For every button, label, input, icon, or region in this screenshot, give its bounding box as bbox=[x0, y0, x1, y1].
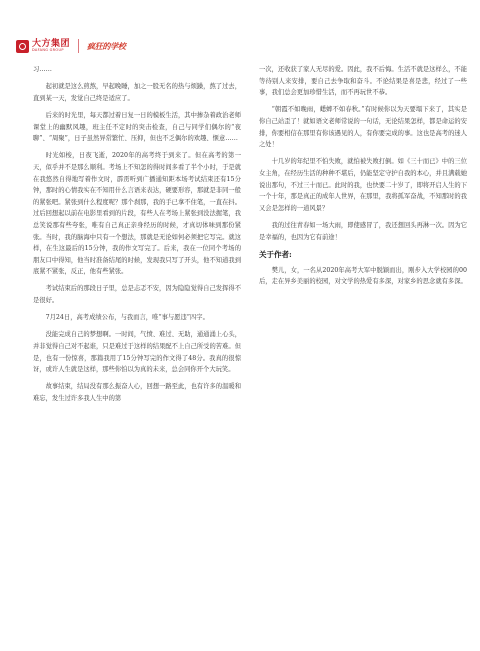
about-author-title: 关于作者: bbox=[259, 250, 292, 260]
paragraph: 习…… bbox=[33, 66, 52, 73]
dafang-logo-cn: 大方集团 bbox=[32, 38, 71, 49]
paragraph: “朝霞不如晚雨，蟋蟀不如春秋。”有时候你以为天要塌下来了，其实是你自己站歪了！就如语文老师常说的一句话，无论结果怎样，都是命运的安排，你要相信在那里有你该遇见的人，有你要完成的事。这也是高考的迷人之处！ bbox=[259, 106, 467, 149]
left-column bbox=[33, 64, 241, 410]
paragraph: 没能完成自己的梦想啊。一时间，气愤、难过、无助，通通涌上心头，并非觉得自己对不起谁，只是难过于这样的结果配不上自己所受的苦难。但是，也有一份惊喜，那篇我用了15分钟写完的作文得了48分。我真的很惊讶，或许人生就是这样，那些你怕以为真的未来，总会同你开个大玩笑。 bbox=[33, 331, 241, 374]
logo-divider bbox=[78, 39, 79, 53]
paragraph: 故事结束，结局没有那么振奋人心，回想一路至此，也有许多的温暖和难忘，发生过许多我人生中的第 bbox=[33, 383, 241, 402]
dafang-logo-icon bbox=[16, 40, 29, 53]
page-header bbox=[16, 35, 216, 57]
paragraph: 时光如梭，日夜飞逝，2020年的高考终于到来了。但在高考的第一天，似乎并不是那么顺利。考场上不知怎的得时间多看了半个小时，于是就在我悠然自得地写着作文时，霹雳听到广播通知距本场考试结束还有15分钟，那时的心情我实在不知用什么言语来表达，硬要形容，那就是非同一般的紧张吧。紧张到什么程度呢？那个刹那，我的手已拿不住笔，一直在抖。过后回想起以前在电影里看到的片段，有些人在考场上紧张到没法握笔，我总笑说那有些夸张，唯有自己真正亲身经历的时候，才真切体味到那份紧张。当时，我的脑海中只有一个想法，那就是无论如何必须把它写完。就这样，在生这最后的15分钟，我的作文写完了。后来，我在一位同个考场的朋友口中得知，他当时准备结尾的时候，发现我只写了开头，他不知道我到底紧不紧张，反正，他有些紧张。 bbox=[33, 152, 241, 276]
paragraph: 一次，还收获了家人无尽的爱。因此，我不后悔。生活不就是这样么，不能等待别人来安排，要自己去争取和奋斗。不论结果是喜是悲，经过了一些事，我们总会更加珍惜生活，而不再玩世不恭。 bbox=[259, 66, 467, 97]
dafang-logo-en: DAFANG GROUP bbox=[32, 47, 64, 52]
dafang-group-logo bbox=[16, 40, 70, 53]
paragraph: 7月24日，高考成绩公布，与我而言，唯“事与愿违”四字。 bbox=[45, 314, 209, 322]
paragraph: 我的过往青春如一场大雨，即使感冒了，我还想回头再淋一次。因为它是幸福的，也因为它有前途！ bbox=[259, 221, 467, 241]
crazy-school-logo: 疯狂的学校 bbox=[87, 41, 126, 51]
paragraph: 十几岁的年纪里不怕失败，就怕被失败打倒。如《三十而已》中的三位女主角，在经历生活的种种不堪后，仍能坚定守护自我的本心，并且满载她说出那句，不过三十而已。此时的我，也快要二十岁了，即将开启人生的下一个十年，那是真正的成年人世界，在那里，我将孤军奋战，不知那时的我又会是怎样的一道风景？ bbox=[259, 158, 467, 212]
about-author-text: 樊儿，女，一名从2020年高考大军中脱颖而出，刚步入大学校园的00后，走在异乡美丽的校园，对文学的热爱有多深，对家乡的思念就有多深。 bbox=[259, 266, 467, 286]
right-column bbox=[259, 64, 467, 293]
paragraph: 考试结束后的那段日子里，总是忐忑不安，因为隐隐觉得自己发挥得不是很好。 bbox=[33, 285, 241, 305]
paragraph: 后来的时光里，每天都过着日复一日的模板生活，其中掺杂着政治老师课堂上的幽默风趣，班主任不定时的突击检查，自己与同学们偶尔的“夜聊”、“周聚”，日子虽然异常繁忙、压抑，但也不乏偶尔的欢趣、惬意…… bbox=[33, 111, 241, 143]
paragraph: 起初就是这么煎熬，早起晚睡，加之一股无名的热与烦躁，熬了过去，直到某一天，发觉自己终是适应了。 bbox=[33, 83, 241, 102]
